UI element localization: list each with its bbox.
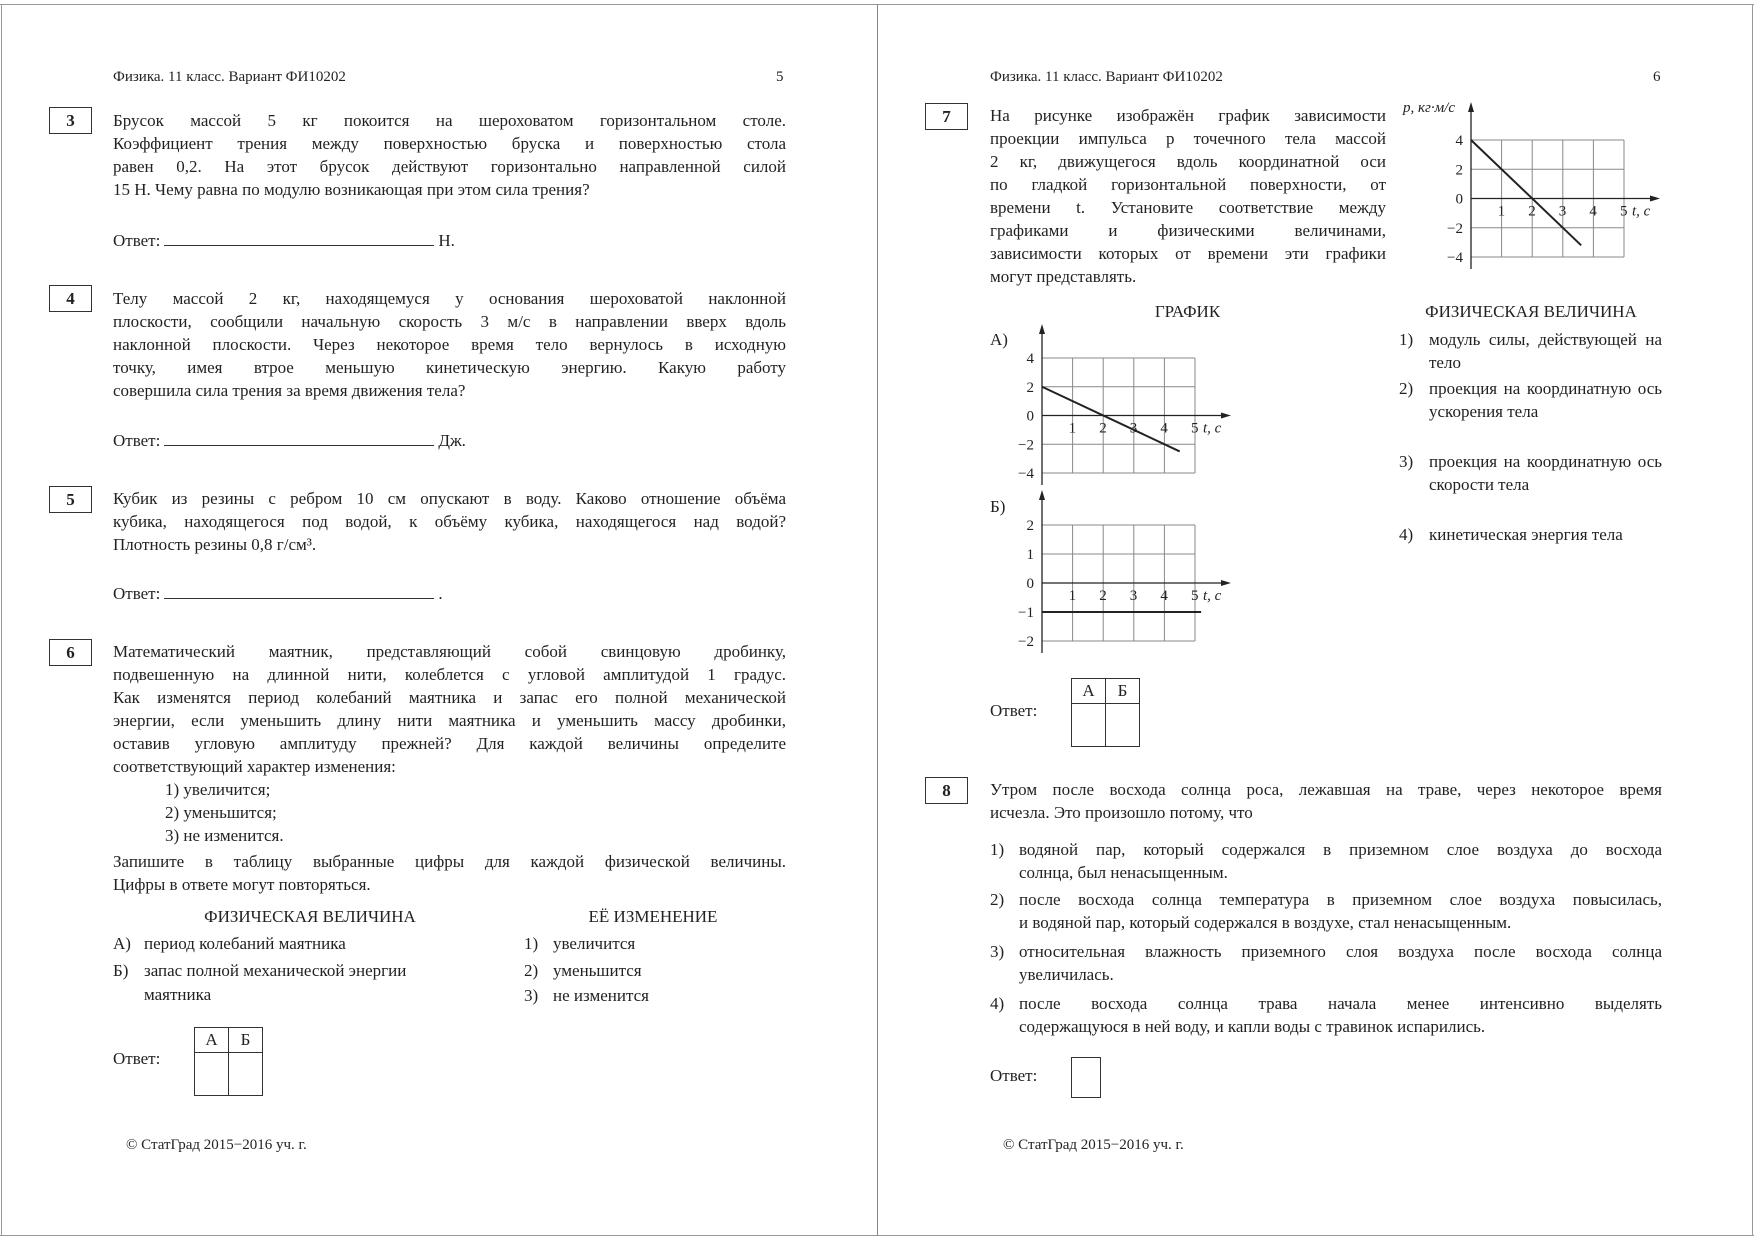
x-tick-label: 2 (1099, 588, 1107, 604)
option-text (1019, 940, 1662, 986)
quantity-text: маятника (144, 985, 212, 1004)
question-5-text (113, 487, 786, 556)
x-axis-label: t, с (1632, 203, 1651, 220)
quantity-label: 1) (1399, 330, 1414, 349)
answer-cell[interactable] (229, 1053, 263, 1096)
change-option: 3) не изменится. (165, 826, 284, 845)
table-header: Б (1106, 679, 1140, 704)
text-line: исчезла. Это произошло потому, что (990, 803, 1253, 822)
x-tick-label: 5 (1191, 420, 1199, 437)
x-axis-arrow (1650, 196, 1660, 202)
answer-line-3 (113, 229, 455, 252)
x-tick-label: 4 (1160, 420, 1168, 437)
x-tick-label: 1 (1068, 588, 1077, 604)
option-label: 1) (990, 840, 1005, 859)
option-text (1019, 888, 1662, 934)
text-line: оставив угловую амплитуду прежней? Для каждой величины определите (113, 734, 786, 753)
question-6-text (113, 640, 786, 778)
column-header-quantity: ФИЗИЧЕСКАЯ ВЕЛИЧИНА (1425, 302, 1637, 321)
text-line: зависимости которых от времени эти графики (990, 244, 1386, 263)
answer-label: Ответ: (990, 1066, 1038, 1085)
option-label: 3) (990, 942, 1005, 961)
y-tick-label: 0 (1026, 576, 1034, 592)
x-tick-label: 3 (1558, 203, 1567, 220)
text-line: соответствующий характер изменения: (113, 757, 396, 776)
x-axis-arrow (1221, 580, 1231, 586)
series-line (1471, 140, 1581, 245)
question-4-text (113, 287, 786, 402)
x-tick-label: 4 (1589, 203, 1597, 220)
y-tick-label: −1 (1018, 605, 1034, 621)
answer-unit: Дж. (438, 431, 466, 450)
text-line: наклонной плоскости. Через некоторое время тело вернулось в исходную (113, 335, 786, 354)
text-line: Математический маятник, представляющий собой свинцовую дробинку, (113, 642, 786, 661)
quantity-text: проекция на координатную ось скорости тела (1429, 452, 1662, 494)
change-label: 2) (524, 961, 539, 980)
frame-line (1, 4, 2, 1236)
option-text (1019, 992, 1662, 1038)
text-line: графиками и физическими величинами, (990, 221, 1386, 240)
question-number-8: 8 (925, 777, 968, 804)
footer-copyright: © СтатГрад 2015−2016 уч. г. (1003, 1137, 1184, 1153)
text-line: Утром после восхода солнца роса, лежавшая на траве, через некоторое время (990, 780, 1662, 799)
series-line (1042, 387, 1180, 452)
text-line: Коэффициент трения между поверхностью бруска и поверхностью стола (113, 134, 786, 153)
y-axis-arrow (1039, 490, 1045, 500)
question-8-text (990, 778, 1662, 824)
text-line: Кубик из резины с ребром 10 см опускают в воду. Каково отношение объёма (113, 489, 786, 508)
text-line: проекции импульса p точечного тела массой (990, 129, 1386, 148)
page-number: 5 (776, 69, 784, 85)
y-tick-label: −2 (1018, 437, 1034, 454)
quantity-text: проекция на координатную ось ускорения тела (1429, 379, 1662, 421)
y-tick-label: −4 (1447, 250, 1463, 266)
y-tick-label: 0 (1455, 191, 1463, 208)
quantity-label: А) (113, 934, 131, 953)
answer-label: Ответ: (113, 1049, 161, 1068)
text-line: водяной пар, который содержался в приземном слое воздуха до восхода (1019, 840, 1662, 859)
change-text: увеличится (553, 934, 636, 953)
text-line: по гладкой горизонтальной поверхности, от (990, 175, 1386, 194)
option-label: 2) (990, 890, 1005, 909)
x-tick-label: 5 (1191, 588, 1199, 604)
graph-b-chart (1010, 488, 1260, 658)
question-7-text (990, 104, 1386, 288)
y-tick-label: 2 (1026, 379, 1034, 396)
question-number-5: 5 (49, 486, 92, 513)
text-line: 2 кг, движущегося вдоль координатной оси (990, 152, 1386, 171)
y-tick-label: 2 (1026, 518, 1034, 534)
question-number-7: 7 (925, 103, 968, 130)
text-line: солнца, был ненасыщенным. (1019, 863, 1228, 882)
text-line: Плотность резины 0,8 г/см³. (113, 535, 317, 554)
text-line: подвешенную на длинной нити, колеблется с угловой амплитудой 1 градус. (113, 665, 786, 684)
text-line: равен 0,2. На этот брусок действуют горизонтально направленной силой (113, 157, 786, 176)
answer-label: Ответ: (113, 584, 161, 603)
y-tick-label: 1 (1026, 547, 1034, 563)
table-header: А (195, 1028, 229, 1053)
answer-blank[interactable] (164, 229, 434, 246)
x-tick-label: 2 (1528, 203, 1536, 220)
quantity-label: 3) (1399, 452, 1414, 471)
y-axis-arrow (1039, 324, 1045, 334)
quantity-text-line: запас полной механической энергии (144, 961, 407, 980)
text-line: плоскости, сообщили начальную скорость 3 м/с в направлении вверх вдоль (113, 312, 786, 331)
table-header: Б (229, 1028, 263, 1053)
column-header-change: ЕЁ ИЗМЕНЕНИЕ (588, 907, 718, 926)
text-line: после восхода солнца трава начала менее интенсивно выделять (1019, 994, 1662, 1013)
text-line: совершила сила трения за время движения тела? (113, 381, 466, 400)
option-label: 4) (990, 994, 1005, 1013)
graph-label-b: Б) (990, 497, 1006, 516)
page-divider (877, 4, 878, 1236)
x-tick-label: 3 (1129, 588, 1138, 604)
page-header-title: Физика. 11 класс. Вариант ФИ10202 (990, 69, 1223, 85)
text-line: увеличилась. (1019, 965, 1114, 984)
text-line: могут представлять. (990, 267, 1137, 286)
y-axis-arrow (1468, 102, 1474, 112)
y-tick-label: 4 (1026, 351, 1034, 367)
momentum-chart (1395, 98, 1685, 278)
change-label: 3) (524, 986, 539, 1005)
footer-copyright: © СтатГрад 2015−2016 уч. г. (126, 1137, 307, 1153)
y-tick-label: −2 (1447, 220, 1463, 237)
x-axis-arrow (1221, 413, 1231, 419)
text-line: Брусок массой 5 кг покоится на шероховатом горизонтальном столе. (113, 111, 786, 130)
frame-line (1752, 4, 1753, 1236)
text-line: после восхода солнца температура в приземном слое воздуха повысилась, (1019, 890, 1662, 909)
quantity-text: период колебаний маятника (144, 934, 346, 953)
answer-label: Ответ: (990, 701, 1038, 720)
quantity-label: Б) (113, 961, 129, 980)
quantity-text (144, 959, 508, 982)
change-text: уменьшится (553, 961, 642, 980)
answer-box-8[interactable] (1071, 1057, 1101, 1098)
text-line: относительная влажность приземного слоя воздуха после восхода солнца (1019, 942, 1662, 961)
x-tick-label: 3 (1129, 420, 1138, 437)
answer-unit: Н. (438, 231, 455, 250)
table-header: А (1072, 679, 1106, 704)
y-tick-label: 4 (1455, 133, 1463, 149)
quantity-text: модуль силы, действующей на тело (1429, 330, 1662, 372)
answer-line-4 (113, 429, 466, 452)
change-text: не изменится (553, 986, 649, 1005)
change-option: 2) уменьшится; (165, 803, 277, 822)
answer-blank[interactable] (164, 582, 434, 599)
question-number-4: 4 (49, 285, 92, 312)
question-number-3: 3 (49, 107, 92, 134)
question-6-instructions (113, 850, 786, 896)
text-line: энергии, если уменьшить длину нити маятника и уменьшить массу дробинки, (113, 711, 786, 730)
option-text (1019, 838, 1662, 884)
graph-a-chart (1010, 322, 1260, 487)
quantity-label: 2) (1399, 379, 1414, 398)
answer-table-7 (1071, 678, 1140, 747)
answer-label: Ответ: (113, 231, 161, 250)
text-line: Запишите в таблицу выбранные цифры для каждой физической величины. (113, 852, 786, 871)
answer-unit: . (438, 584, 443, 603)
y-tick-label: 0 (1026, 408, 1034, 425)
change-options (165, 778, 284, 847)
y-tick-label: 2 (1455, 162, 1463, 179)
answer-blank[interactable] (164, 429, 434, 446)
x-tick-label: 4 (1160, 588, 1168, 604)
x-tick-label: 5 (1620, 203, 1628, 220)
text-line: Как изменятся период колебаний маятника и запас его полной механической (113, 688, 786, 707)
text-line: Цифры в ответе могут повторяться. (113, 875, 371, 894)
answer-cell[interactable] (195, 1053, 229, 1096)
y-axis-label: p, кг·м/с (1402, 100, 1455, 116)
answer-table-6 (194, 1027, 263, 1096)
column-header-graph: ГРАФИК (1154, 302, 1221, 321)
change-label: 1) (524, 934, 539, 953)
page-header-title: Физика. 11 класс. Вариант ФИ10202 (113, 69, 346, 85)
text-line: содержащуюся в ней воду, и капли воды с травинок испарились. (1019, 1017, 1486, 1036)
x-tick-label: 1 (1068, 420, 1077, 437)
y-tick-label: −4 (1018, 466, 1034, 482)
column-header-quantity: ФИЗИЧЕСКАЯ ВЕЛИЧИНА (204, 907, 416, 926)
question-number-6: 6 (49, 639, 92, 666)
change-option: 1) увеличится; (165, 780, 271, 799)
page-number: 6 (1653, 69, 1661, 85)
text-line: и водяной пар, который содержался в воздухе, стал ненасыщенным. (1019, 913, 1512, 932)
quantity-text: кинетическая энергия тела (1429, 525, 1623, 544)
answer-cell[interactable] (1072, 704, 1106, 747)
y-tick-label: −2 (1018, 634, 1034, 650)
text-line: Телу массой 2 кг, находящемуся у основания шероховатой наклонной (113, 289, 786, 308)
text-line: На рисунке изображён график зависимости (990, 106, 1386, 125)
answer-label: Ответ: (113, 431, 161, 450)
text-line: 15 Н. Чему равна по модулю возникающая при этом сила трения? (113, 180, 590, 199)
quantity-label: 4) (1399, 525, 1414, 544)
x-axis-label: t, с (1203, 420, 1222, 437)
x-axis-label: t, с (1203, 588, 1222, 604)
question-3-text (113, 109, 786, 201)
graph-label-a: А) (990, 330, 1008, 349)
text-line: кубика, находящегося под водой, к объёму кубика, находящегося над водой? (113, 512, 786, 531)
answer-cell[interactable] (1106, 704, 1140, 747)
answer-line-5 (113, 582, 443, 605)
text-line: времени t. Установите соответствие между (990, 198, 1386, 217)
x-tick-label: 1 (1497, 203, 1506, 220)
x-tick-label: 2 (1099, 420, 1107, 437)
text-line: точку, имея втрое меньшую кинетическую энергию. Какую работу (113, 358, 786, 377)
